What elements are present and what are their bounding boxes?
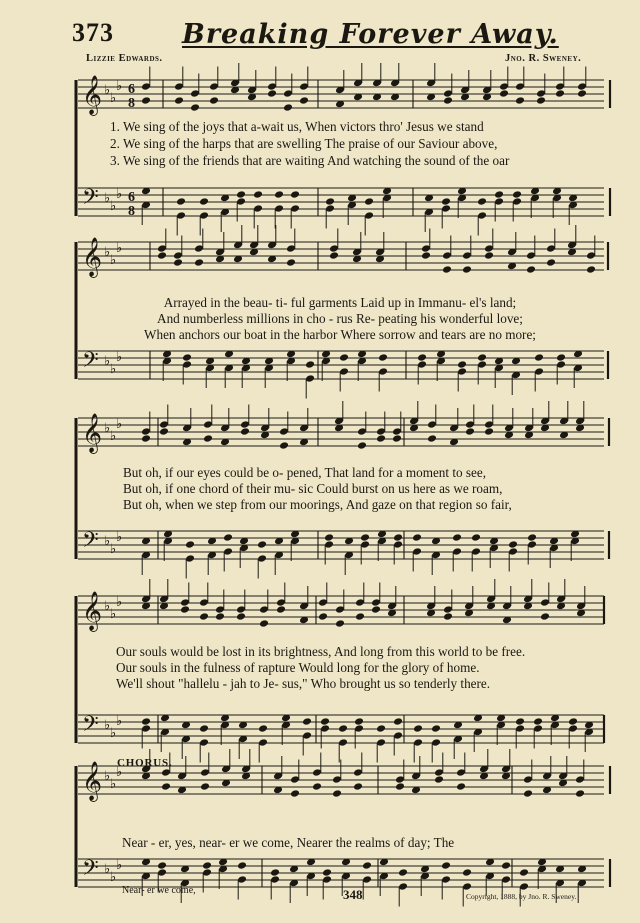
bass-clef-icon: 𝄢 <box>82 856 99 886</box>
note-head-icon <box>431 724 441 733</box>
note-head-icon <box>546 258 556 267</box>
note-head-icon <box>318 612 328 621</box>
note-head-icon <box>199 724 209 733</box>
note-head-icon <box>443 612 453 621</box>
flat-sign-icon: ♭ <box>110 91 117 106</box>
flat-sign-icon: ♭ <box>110 362 117 377</box>
flat-sign-icon: ♭ <box>104 245 111 260</box>
note-head-icon <box>236 612 246 621</box>
note-head-icon <box>457 360 467 369</box>
note-head-icon <box>157 861 167 870</box>
note-head-icon <box>378 353 388 362</box>
treble-clef-icon: 𝄞 <box>82 237 103 277</box>
note-head-icon <box>462 265 472 274</box>
lyric-line: But oh, when we step from our moorings, And gaze on that region so fair, <box>123 497 512 512</box>
flat-sign-icon: ♭ <box>116 241 123 256</box>
note-head-icon <box>413 724 423 733</box>
note-head-icon <box>141 96 151 105</box>
note-head-icon <box>412 533 422 542</box>
note-head-icon <box>393 533 403 542</box>
flat-sign-icon: ♭ <box>110 253 117 268</box>
lyric-line: Arrayed in the beau- ti- ful garments Laid up in Immanu- el's land; <box>163 295 517 310</box>
note-head-icon <box>398 868 408 877</box>
flat-sign-icon: ♭ <box>104 718 111 733</box>
note-head-icon <box>417 353 427 362</box>
flat-sign-icon: ♭ <box>104 599 111 614</box>
note-head-icon <box>335 619 345 628</box>
note-head-icon <box>180 605 190 614</box>
note-head-icon <box>203 434 213 443</box>
note-head-icon <box>312 782 322 791</box>
time-signature-icon: 8 <box>128 96 135 111</box>
lyric-line: 1. We sing of the joys that a-wait us, When victors thro' Jesus we stand <box>110 119 484 134</box>
note-head-icon <box>443 96 453 105</box>
time-signature-icon: 6 <box>128 82 135 97</box>
note-head-icon <box>240 427 250 436</box>
note-head-icon <box>332 789 342 798</box>
note-head-icon <box>209 96 219 105</box>
note-head-icon <box>257 540 267 549</box>
note-head-icon <box>324 533 334 542</box>
note-head-icon <box>194 258 204 267</box>
flat-sign-icon: ♭ <box>110 199 117 214</box>
note-head-icon <box>274 190 284 199</box>
note-head-icon <box>393 717 403 726</box>
flat-sign-icon: ♭ <box>110 607 117 622</box>
note-head-icon <box>202 861 212 870</box>
note-head-icon <box>434 775 444 784</box>
treble-clef-icon: 𝄞 <box>82 413 103 453</box>
bass-clef-icon: 𝄢 <box>82 348 99 378</box>
note-head-icon <box>299 96 309 105</box>
note-head-icon <box>484 427 494 436</box>
note-head-icon <box>276 605 286 614</box>
lyric-line: Our souls would be lost in its brightness, And long from this world to be free. <box>116 644 526 659</box>
note-head-icon <box>441 197 451 206</box>
note-head-icon <box>223 533 233 542</box>
time-signature-icon: 8 <box>128 204 135 219</box>
chorus-bass-lyric: Near- er we come, <box>122 885 196 896</box>
note-head-icon <box>465 427 475 436</box>
hymn-number: 373 <box>72 18 114 47</box>
flat-sign-icon: ♭ <box>104 769 111 784</box>
flat-sign-icon: ♭ <box>116 595 123 610</box>
flat-sign-icon: ♭ <box>104 421 111 436</box>
note-head-icon <box>338 724 348 733</box>
note-head-icon <box>376 724 386 733</box>
bass-clef-icon: 𝄢 <box>82 528 99 558</box>
note-head-icon <box>376 434 386 443</box>
note-head-icon <box>320 717 330 726</box>
copyright-notice: Copyright, 1888, by Jno. R. Sweney. <box>466 892 577 901</box>
note-head-icon <box>302 717 312 726</box>
note-head-icon <box>355 612 365 621</box>
note-head-icon <box>353 782 363 791</box>
note-head-icon <box>364 197 374 206</box>
note-head-icon <box>322 868 332 877</box>
note-head-icon <box>325 197 335 206</box>
note-head-icon <box>555 89 565 98</box>
note-head-icon <box>200 782 210 791</box>
note-head-icon <box>174 96 184 105</box>
flat-sign-icon: ♭ <box>110 870 117 885</box>
note-head-icon <box>471 533 481 542</box>
note-head-icon <box>290 190 300 199</box>
hymn-title: Breaking Forever Away. <box>182 19 559 50</box>
note-head-icon <box>586 265 596 274</box>
note-head-icon <box>237 861 247 870</box>
note-head-icon <box>354 717 364 726</box>
note-head-icon <box>253 190 263 199</box>
note-head-icon <box>540 612 550 621</box>
composer-credit: Jno. R. Sweney. <box>505 53 582 64</box>
flat-sign-icon: ♭ <box>116 187 123 202</box>
lyric-line: 2. We sing of the harps that are swelling The praise of our Saviour above, <box>110 136 498 151</box>
note-head-icon <box>286 258 296 267</box>
lyric-line: We'll shout "hallelu - jah to Je- sus," Who brought us so tenderly there. <box>116 676 491 691</box>
note-head-icon <box>452 533 462 542</box>
lyric-line: And numberless millions in cho - rus Re- peating his wonderful love; <box>157 311 523 326</box>
note-head-icon <box>427 434 437 443</box>
flat-sign-icon: ♭ <box>104 534 111 549</box>
note-head-icon <box>161 782 171 791</box>
note-head-icon <box>508 540 518 549</box>
note-head-icon <box>141 434 151 443</box>
note-head-icon <box>357 441 367 450</box>
note-head-icon <box>141 717 151 726</box>
note-head-icon <box>556 353 566 362</box>
page-number: 348 <box>343 887 363 902</box>
bass-clef-icon: 𝄢 <box>82 712 99 742</box>
note-head-icon <box>290 789 300 798</box>
note-head-icon <box>515 96 525 105</box>
flat-sign-icon: ♭ <box>116 79 123 94</box>
note-head-icon <box>568 717 578 726</box>
note-head-icon <box>199 612 209 621</box>
note-head-icon <box>283 103 293 112</box>
flat-sign-icon: ♭ <box>116 858 123 873</box>
note-head-icon <box>371 605 381 614</box>
note-head-icon <box>494 190 504 199</box>
bass-clef-icon: 𝄢 <box>82 185 99 215</box>
note-head-icon <box>259 619 269 628</box>
flat-sign-icon: ♭ <box>110 542 117 557</box>
note-head-icon <box>176 197 186 206</box>
treble-clef-icon: 𝄞 <box>82 591 103 631</box>
note-head-icon <box>395 782 405 791</box>
note-head-icon <box>270 868 280 877</box>
note-head-icon <box>512 190 522 199</box>
lyric-line: Our souls in the fulness of rapture Would long for the glory of home. <box>116 660 480 675</box>
treble-clef-icon: 𝄞 <box>82 75 103 115</box>
note-head-icon <box>499 89 509 98</box>
flat-sign-icon: ♭ <box>116 530 123 545</box>
note-head-icon <box>173 258 183 267</box>
note-head-icon <box>360 533 370 542</box>
flat-sign-icon: ♭ <box>116 417 123 432</box>
note-head-icon <box>236 190 246 199</box>
note-head-icon <box>279 441 289 450</box>
note-head-icon <box>501 861 511 870</box>
note-head-icon <box>159 427 169 436</box>
note-head-icon <box>477 353 487 362</box>
note-head-icon <box>519 868 529 877</box>
note-head-icon <box>199 197 209 206</box>
note-head-icon <box>305 360 315 369</box>
chorus-label: CHORUS. <box>117 757 173 769</box>
flat-sign-icon: ♭ <box>104 83 111 98</box>
author-credit: Lizzie Edwards. <box>86 53 163 64</box>
lyric-line: When anchors our boat in the harbor Where sorrow and tears are no more; <box>144 327 536 342</box>
note-head-icon <box>575 789 585 798</box>
note-head-icon <box>456 782 466 791</box>
lyric-line: But oh, if our eyes could be o- pened, That land for a moment to see, <box>123 465 487 480</box>
lyric-line: 3. We sing of the friends that are waiting And watching the sound of the oar <box>110 153 510 168</box>
note-head-icon <box>329 251 339 260</box>
note-head-icon <box>392 434 402 443</box>
flat-sign-icon: ♭ <box>110 429 117 444</box>
flat-sign-icon: ♭ <box>110 726 117 741</box>
note-head-icon <box>523 789 533 798</box>
note-head-icon <box>527 533 537 542</box>
note-head-icon <box>421 251 431 260</box>
note-head-icon <box>267 89 277 98</box>
note-head-icon <box>362 861 372 870</box>
lyric-line: But oh, if one chord of their mu- sic Could burst on us here as we roam, <box>123 481 503 496</box>
note-head-icon <box>215 612 225 621</box>
note-head-icon <box>185 540 195 549</box>
chorus-lyric-line: Near - er, yes, near- er we come, Nearer the realms of day; The <box>122 835 455 850</box>
note-head-icon <box>157 251 167 260</box>
note-head-icon <box>258 724 268 733</box>
note-head-icon <box>190 103 200 112</box>
note-head-icon <box>462 868 472 877</box>
flat-sign-icon: ♭ <box>104 354 111 369</box>
flat-sign-icon: ♭ <box>110 777 117 792</box>
flat-sign-icon: ♭ <box>116 765 123 780</box>
note-head-icon <box>526 265 536 274</box>
note-head-icon <box>339 353 349 362</box>
time-signature-icon: 6 <box>128 190 135 205</box>
flat-sign-icon: ♭ <box>116 350 123 365</box>
note-head-icon <box>536 96 546 105</box>
note-head-icon <box>484 251 494 260</box>
note-head-icon <box>441 861 451 870</box>
flat-sign-icon: ♭ <box>104 191 111 206</box>
note-head-icon <box>533 717 543 726</box>
treble-clef-icon: 𝄞 <box>82 761 103 801</box>
flat-sign-icon: ♭ <box>116 714 123 729</box>
note-head-icon <box>534 353 544 362</box>
note-head-icon <box>515 717 525 726</box>
note-head-icon <box>442 265 452 274</box>
note-head-icon <box>577 89 587 98</box>
note-head-icon <box>477 197 487 206</box>
flat-sign-icon: ♭ <box>104 862 111 877</box>
note-head-icon <box>182 353 192 362</box>
